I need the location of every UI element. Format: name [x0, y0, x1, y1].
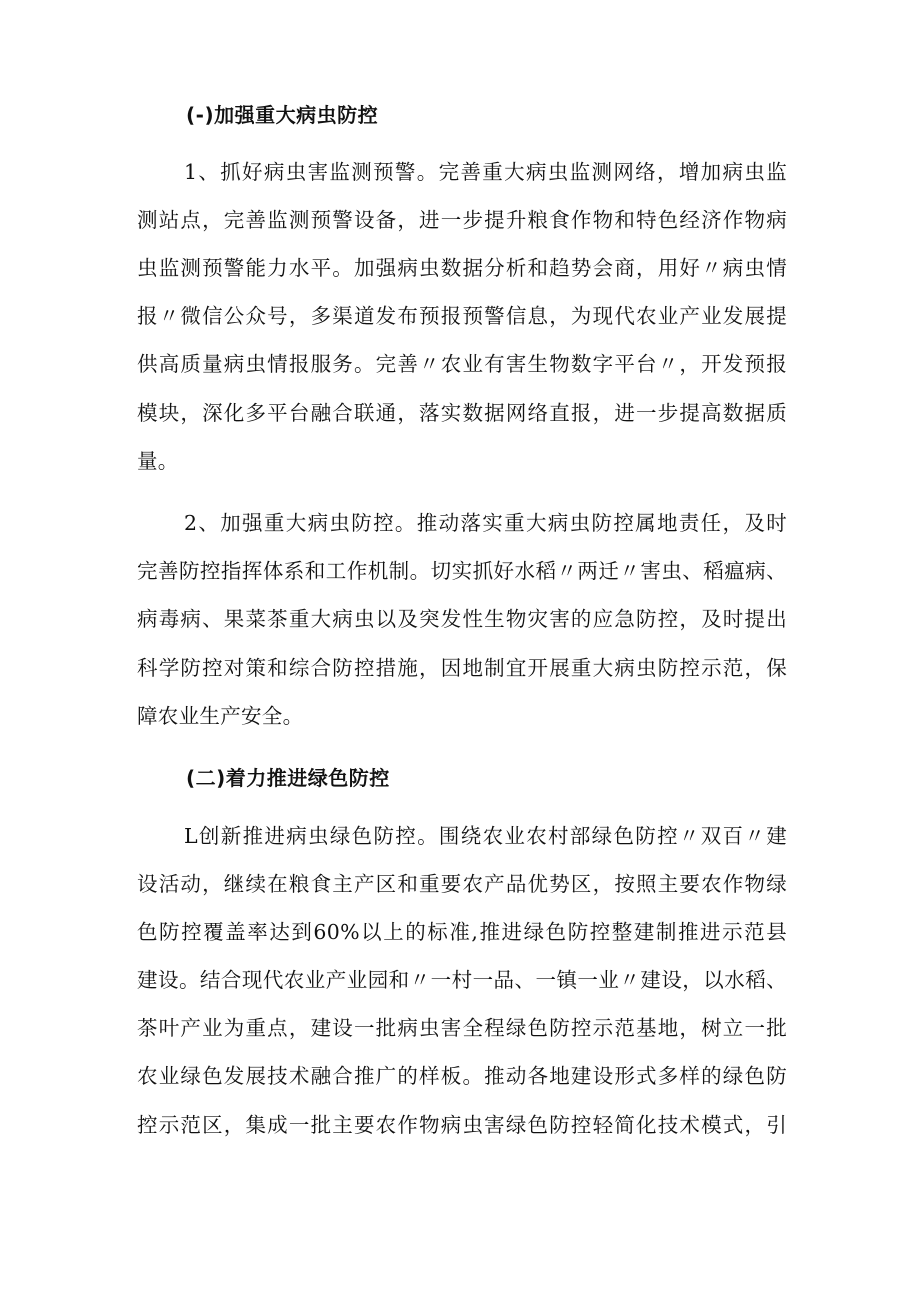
paragraph-line: 虫监测预警能力水平。加强病虫数据分析和趋势会商，用好〃病虫情: [137, 256, 787, 280]
paragraph-line: 报〃微信公众号，多渠道发布预报预警信息，为现代农业产业发展提: [137, 304, 787, 328]
paragraph-line: 1、抓好病虫害监测预警。完善重大病虫监测网络，增加病虫监: [184, 160, 787, 184]
paragraph-line: 控示范区，集成一批主要农作物病虫害绿色防控轻简化技术模式，引: [137, 1113, 787, 1137]
paragraph-line: 建设。结合现代农业产业园和〃一村一品、一镇一业〃建设，以水稻、: [137, 968, 787, 992]
paragraph-line: 模块，深化多平台融合联通，落实数据网络直报，进一步提高数据质: [137, 401, 787, 425]
paragraph-line: 2、加强重大病虫防控。推动落实重大病虫防控属地责任，及时: [184, 511, 787, 535]
paragraph-line: 科学防控对策和综合防控措施，因地制宜开展重大病虫防控示范，保: [137, 656, 787, 680]
paragraph-line: L创新推进病虫绿色防控。围绕农业农村部绿色防控〃双百〃建: [184, 824, 787, 848]
section-heading-green-control: (二)着力推进绿色防控: [186, 766, 390, 790]
paragraph-line: 色防控覆盖率达到60%以上的标准,推进绿色防控整建制推进示范县: [137, 920, 787, 944]
paragraph-line: 测站点，完善监测预警设备，进一步提升粮食作物和特色经济作物病: [137, 208, 787, 232]
section-heading-pest-control: (-)加强重大病虫防控: [186, 103, 379, 127]
paragraph-line: 完善防控指挥体系和工作机制。切实抓好水稻〃两迁〃害虫、稻瘟病、: [137, 559, 787, 583]
paragraph-line: 供高质量病虫情报服务。完善〃农业有害生物数字平台〃，开发预报: [137, 352, 787, 376]
paragraph-line: 量。: [137, 449, 179, 473]
paragraph-line: 茶叶产业为重点，建设一批病虫害全程绿色防控示范基地，树立一批: [137, 1016, 787, 1040]
paragraph-line: 农业绿色发展技术融合推广的样板。推动各地建设形式多样的绿色防: [137, 1064, 787, 1088]
paragraph-line: 障农业生产安全。: [137, 704, 304, 728]
paragraph-line: 病毒病、果菜茶重大病虫以及突发性生物灾害的应急防控，及时提出: [137, 607, 787, 631]
paragraph-line: 设活动，继续在粮食主产区和重要农产品优势区，按照主要农作物绿: [137, 872, 787, 896]
